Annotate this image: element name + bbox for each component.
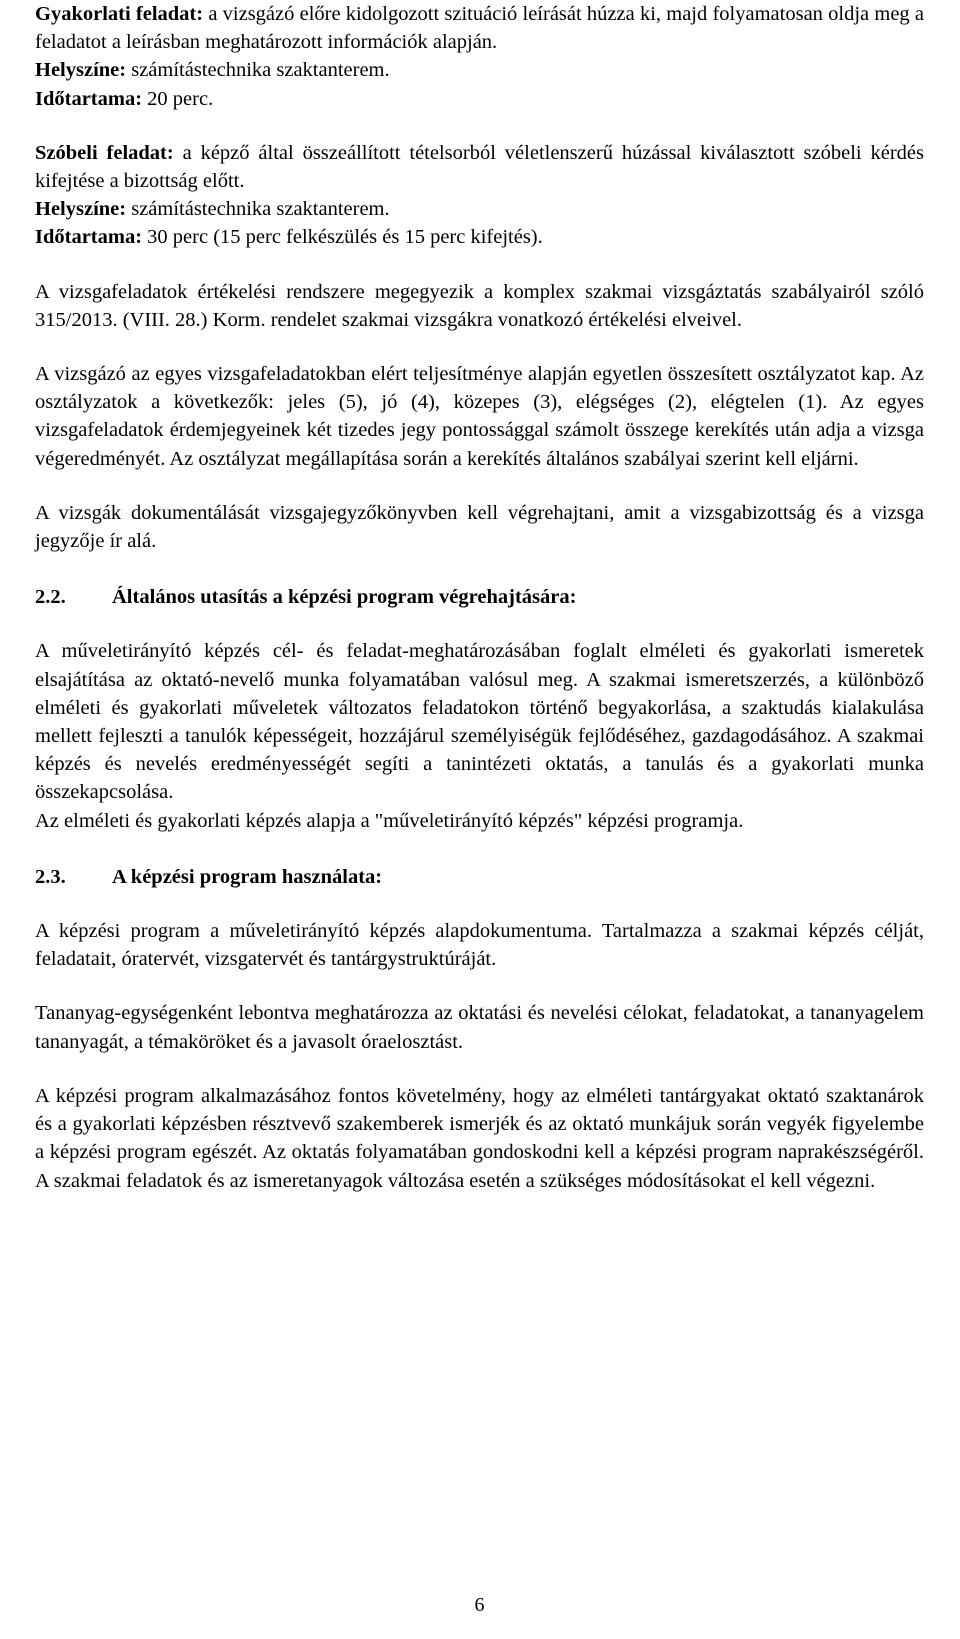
oral-location-value: számítástechnika szaktanterem. bbox=[131, 198, 390, 221]
practical-task-paragraph bbox=[35, 0, 924, 56]
section-2-3-paragraph-3: A képzési program alkalmazásához fontos követelmény, hogy az elméleti tantárgyakat oktató szaktanárok és a gyakorlati képzésben résztvevő szakemberek ismerjék és az oktató munkájuk során vegyék figyelembe a képzési program egészét. Az oktatás folyamatában gondoskodni kell a képzési program naprakészségéről. A szakmai feladatok és az ismeretanyagok változása esetén a szükséges módosításokat el kell végezni. bbox=[35, 1084, 924, 1192]
section-2-2-paragraph-1: A műveletirányító képzés cél- és feladat-meghatározásában foglalt elméleti és gyakorlati ismeretek elsajátítása az oktató-nevelő munka folyamatában valósul meg. A szakmai ismeretszerzés, a különböző elméleti és gyakorlati műveletek változatos feladatokon történő begyakorlása, a szaktudás kialakulása mellett fejleszti a tanulók képességeit, hozzájárul személyiségük fejlődéséhez, gazdagodásához. A szakmai képzés és nevelés eredményességét segíti a tanintézeti oktatás, a tanulás és a gyakorlati munka összekapcsolása. bbox=[35, 640, 924, 804]
practical-duration-value: 20 perc. bbox=[147, 87, 214, 110]
section-2-2-heading bbox=[35, 583, 924, 611]
oral-task-text: a képző által összeállított tételsorból véletlenszerű húzással kiválasztott szóbeli kérdés kifejtése a bizottság előtt. bbox=[35, 141, 924, 193]
documentation-paragraph: A vizsgák dokumentálását vizsgajegyzőkönyvben kell végrehajtani, amit a vizsgabizottság és a vizsga jegyzője ír alá. bbox=[35, 501, 924, 553]
section-2-3-heading bbox=[35, 863, 924, 891]
practical-duration-line bbox=[35, 85, 924, 113]
section-2-3-paragraph-1: A képzési program a műveletirányító képzés alapdokumentuma. Tartalmazza a szakmai képzés célját, feladatait, óratervét, vizsgatervét és tantárgystruktúráját. bbox=[35, 920, 924, 971]
practical-location-line bbox=[35, 56, 924, 84]
page-number: 6 bbox=[474, 1594, 485, 1616]
practical-location-value: számítástechnika szaktanterem. bbox=[131, 59, 390, 82]
section-2-2-number: 2.2. bbox=[35, 586, 66, 609]
practical-duration-label: Időtartama: bbox=[35, 87, 143, 110]
practical-task-label: Gyakorlati feladat: bbox=[35, 3, 204, 25]
section-2-3-number: 2.3. bbox=[35, 865, 66, 888]
oral-duration-label: Időtartama: bbox=[35, 226, 143, 249]
document-page bbox=[35, 0, 924, 1616]
practical-task-text: a vizsgázó előre kidolgozott szituáció leírását húzza ki, majd folyamatosan oldja meg a feladatot a leírásban meghatározott információk alapján. bbox=[35, 3, 924, 54]
practical-location-label: Helyszíne: bbox=[35, 59, 127, 82]
grading-paragraph: A vizsgázó az egyes vizsgafeladatokban elért teljesítménye alapján egyetlen összesített osztályzatot kap. Az osztályzatok a következők: jeles (5), jó (4), közepes (3), elégséges (2), elégtelen (1). Az egyes vizsgafeladatok érdemjegyeinek két tizedes jegy pontossággal számolt összege kerekítés után adja a vizsga végeredményét. Az osztályzat megállapítása során a kerekítés általános szabályai szerint kell eljárni. bbox=[35, 363, 924, 470]
evaluation-paragraph: A vizsgafeladatok értékelési rendszere megegyezik a komplex szakmai vizsgáztatás szabályairól szóló 315/2013. (VIII. 28.) Korm. rendelet szakmai vizsgákra vonatkozó értékelési elveivel. bbox=[35, 280, 924, 331]
oral-duration-line bbox=[35, 223, 924, 251]
oral-task-label: Szóbeli feladat: bbox=[35, 141, 174, 164]
section-2-3-paragraph-2: Tananyag-egységenként lebontva meghatározza az oktatási és nevelési célokat, feladatokat, a tananyagelem tananyagát, a témaköröket és a javasolt óraelosztást. bbox=[35, 1002, 924, 1053]
oral-task-paragraph bbox=[35, 139, 924, 195]
oral-location-label: Helyszíne: bbox=[35, 198, 127, 221]
section-2-2-paragraph-2: Az elméleti és gyakorlati képzés alapja a "műveletirányító képzés" képzési programja. bbox=[35, 809, 744, 832]
oral-location-line bbox=[35, 195, 924, 223]
section-2-2-title: Általános utasítás a képzési program végrehajtására: bbox=[112, 586, 577, 609]
section-2-3-title: A képzési program használata: bbox=[112, 865, 383, 888]
oral-duration-value: 30 perc (15 perc felkészülés és 15 perc kifejtés). bbox=[147, 226, 543, 249]
